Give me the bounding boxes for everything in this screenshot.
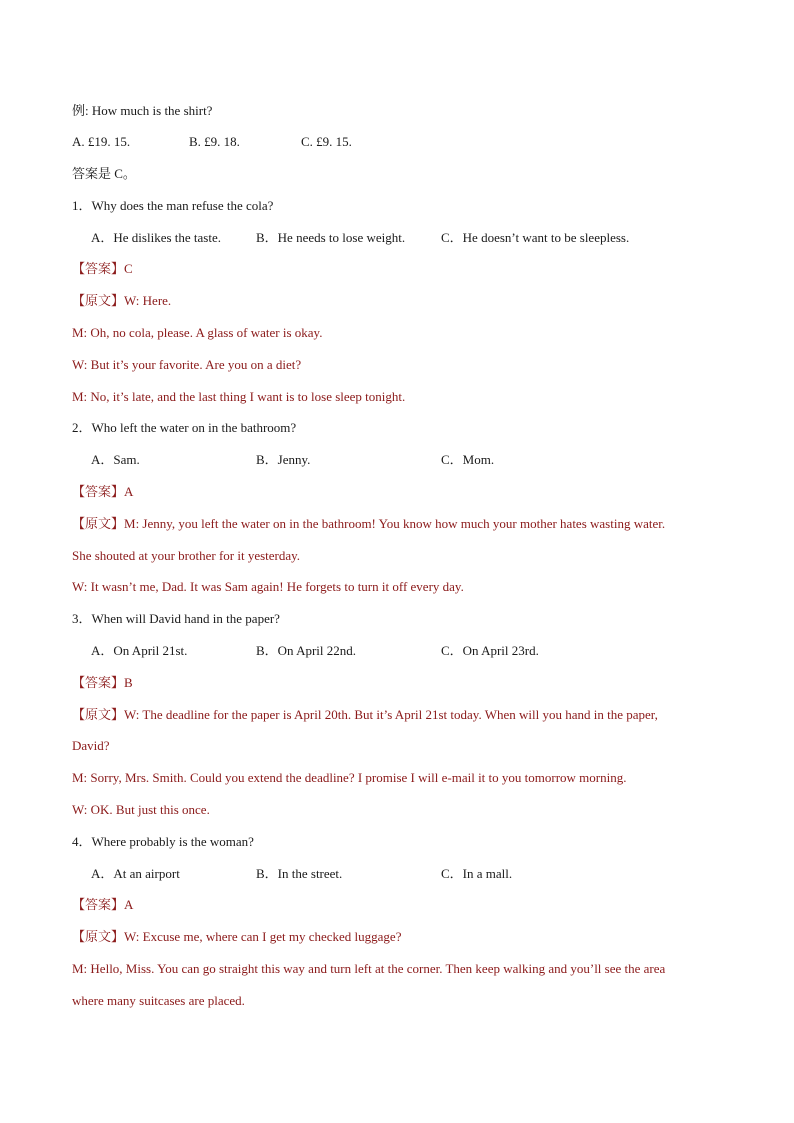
question-4: 4．Where probably is the woman? bbox=[72, 834, 254, 849]
q4-script-line-2: M: Hello, Miss. You can go straight this way and turn left at the corner. Then keep walking and you’ll see the area bbox=[72, 961, 666, 976]
answer-label: 【答案】 bbox=[72, 261, 125, 276]
q1-option-a: A．He dislikes the taste. bbox=[91, 230, 221, 245]
question-2: 2．Who left the water on in the bathroom? bbox=[72, 420, 297, 435]
q2-option-b: B．Jenny. bbox=[256, 452, 311, 467]
q2-answer-row bbox=[72, 484, 133, 500]
q1-answer: C bbox=[124, 261, 133, 276]
q1-script-line-3: W: But it’s your favorite. Are you on a diet? bbox=[72, 357, 302, 372]
q4-answer: A bbox=[124, 897, 134, 912]
example-option-b: B. £9. 18. bbox=[189, 134, 240, 149]
answer-label: 【答案】 bbox=[72, 675, 125, 690]
q1-script-line-1: W: Here. bbox=[124, 293, 172, 308]
script-label: 【原文】 bbox=[72, 929, 125, 944]
example-option-c: C. £9. 15. bbox=[301, 134, 352, 149]
q3-option-c: C．On April 23rd. bbox=[441, 643, 539, 658]
q1-answer-row bbox=[72, 261, 133, 277]
q4-option-b: B．In the street. bbox=[256, 866, 343, 881]
q4-script-line-3: where many suitcases are placed. bbox=[72, 993, 245, 1008]
q1-option-b: B．He needs to lose weight. bbox=[256, 230, 406, 245]
q1-script-line-4: M: No, it’s late, and the last thing I want is to lose sleep tonight. bbox=[72, 389, 406, 404]
q2-script-line-2: She shouted at your brother for it yesterday. bbox=[72, 548, 301, 563]
q2-script-line-3: W: It wasn’t me, Dad. It was Sam again! He forgets to turn it off every day. bbox=[72, 579, 464, 594]
q3-script-row bbox=[72, 707, 658, 723]
q3-script-line-3: M: Sorry, Mrs. Smith. Could you extend the deadline? I promise I will e-mail it to you tomorrow morning. bbox=[72, 770, 627, 785]
q2-option-c: C．Mom. bbox=[441, 452, 495, 467]
q4-script-line-1: W: Excuse me, where can I get my checked luggage? bbox=[124, 929, 402, 944]
answer-label: 【答案】 bbox=[72, 897, 125, 912]
q2-answer: A bbox=[124, 484, 134, 499]
q3-script-line-2: David? bbox=[72, 738, 110, 753]
q3-script-line-4: W: OK. But just this once. bbox=[72, 802, 210, 817]
q1-script-row bbox=[72, 293, 171, 309]
q2-option-a: A．Sam. bbox=[91, 452, 140, 467]
example-option-a: A. £19. 15. bbox=[72, 134, 131, 149]
script-label: 【原文】 bbox=[72, 293, 125, 308]
q3-option-a: A．On April 21st. bbox=[91, 643, 188, 658]
q2-script-line-1: M: Jenny, you left the water on in the bathroom! You know how much your mother hates wasting water. bbox=[124, 516, 666, 531]
q4-answer-row bbox=[72, 897, 133, 913]
question-3: 3．When will David hand in the paper? bbox=[72, 611, 280, 626]
q3-answer-row bbox=[72, 675, 133, 691]
q4-option-c: C．In a mall. bbox=[441, 866, 513, 881]
script-label: 【原文】 bbox=[72, 516, 125, 531]
answer-label: 【答案】 bbox=[72, 484, 125, 499]
q4-option-a: A．At an airport bbox=[91, 866, 180, 881]
example-question: 例: How much is the shirt? bbox=[72, 103, 213, 118]
q3-script-line-1: W: The deadline for the paper is April 20th. But it’s April 21st today. When will you hand in the paper, bbox=[124, 707, 658, 722]
q3-answer: B bbox=[124, 675, 133, 690]
q1-option-c: C．He doesn’t want to be sleepless. bbox=[441, 230, 630, 245]
example-answer: 答案是 C。 bbox=[72, 166, 136, 181]
script-label: 【原文】 bbox=[72, 707, 125, 722]
q2-script-row bbox=[72, 516, 665, 532]
q3-option-b: B．On April 22nd. bbox=[256, 643, 357, 658]
question-1: 1．Why does the man refuse the cola? bbox=[72, 198, 274, 213]
q1-script-line-2: M: Oh, no cola, please. A glass of water is okay. bbox=[72, 325, 323, 340]
q4-script-row bbox=[72, 929, 401, 945]
